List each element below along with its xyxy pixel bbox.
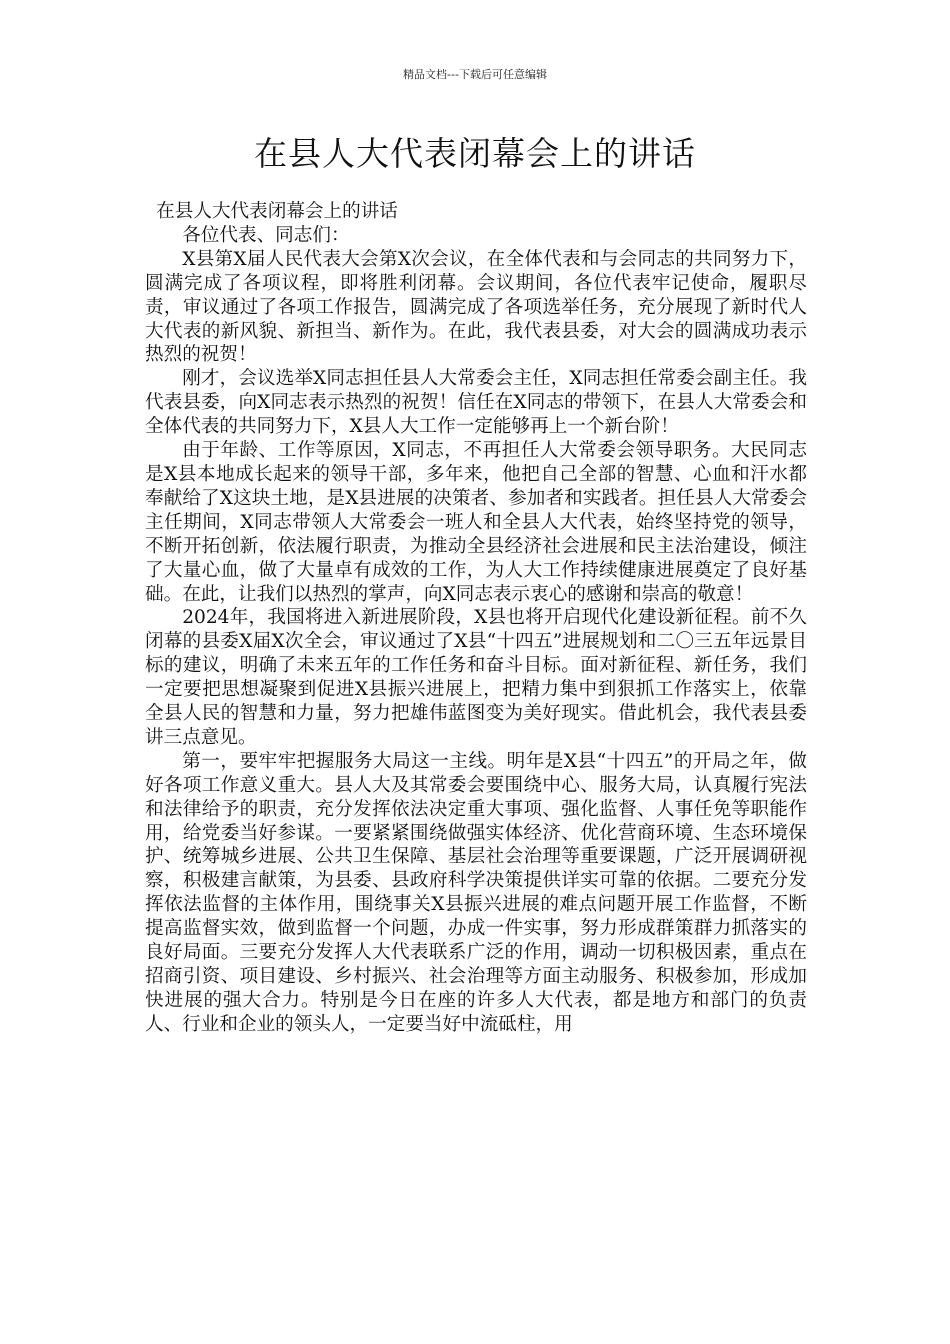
document-body [145,200,807,1037]
body-subtitle: 在县人大代表闭幕会上的讲话 [156,201,398,222]
header-note: 精品文档---下载后可任意编辑 [403,68,547,81]
paragraph: 刚才，会议选举X同志担任县人大常委会主任，X同志担任常委会副主任。我代表县委，向X同志表示热烈的祝贺！信任在X同志的带领下，在县人大常委会和全体代表的共同努力下，X县人大工作一定能够再上一个新台阶！ [145,368,807,438]
salutation: 各位代表、同志们： [182,224,350,246]
paragraph: 由于年龄、工作等原因，X同志，不再担任人大常委会领导职务。大民同志是X县本地成长起来的领导干部，多年来，他把自己全部的智慧、心血和汗水都奉献给了X这块土地，是X县进展的决策者、参加者和实践者。担任县人大常委会主任期间，X同志带领人大常委会一班人和全县人大代表，始终坚持党的领导，不断开拓创新，依法履行职责，为推动全县经济社会进展和民主法治建设，倾注了大量心血，做了大量卓有成效的工作，为人大工作持续健康进展奠定了良好基础。在此，让我们以热烈的掌声，向X同志表示衷心的感谢和崇高的敬意！ [145,440,807,605]
paragraph: 2024年，我国将进入新进展阶段，X县也将开启现代化建设新征程。前不久闭幕的县委X届X次全会，审议通过了X县“十四五”进展规划和二〇三五年远景目标的建议，明确了未来五年的工作任务和奋斗目标。面对新征程、新任务，我们一定要把思想凝聚到促进X县振兴进展上，把精力集中到狠抓工作落实上，依靠全县人民的智慧和力量，努力把雄伟蓝图变为美好现实。借此机会，我代表县委讲三点意见。 [145,607,807,748]
document-title: 在县人大代表闭幕会上的讲话 [254,134,696,173]
paragraph: X县第X届人民代表大会第X次会议，在全体代表和与会同志的共同努力下，圆满完成了各项议程，即将胜利闭幕。会议期间，各位代表牢记使命，履职尽责，审议通过了各项工作报告，圆满完成了各项选举任务，充分展现了新时代人大代表的新风貌、新担当、新作为。在此，我代表县委，对大会的圆满成功表示热烈的祝贺！ [145,248,807,366]
paragraph: 第一，要牢牢把握服务大局这一主线。明年是X县“十四五”的开局之年，做好各项工作意义重大。县人大及其常委会要围绕中心、服务大局，认真履行宪法和法律给予的职责，充分发挥依法决定重大事项、强化监督、人事任免等职能作用，给党委当好参谋。一要紧紧围绕做强实体经济、优化营商环境、生态环境保护、统筹城乡进展、公共卫生保障、基层社会治理等重要课题，广泛开展调研视察，积极建言献策，为县委、县政府科学决策提供详实可靠的依据。二要充分发挥依法监督的主体作用，围绕事关X县振兴进展的难点问题开展工作监督，不断提高监督实效，做到监督一个问题，办成一件实事，努力形成群策群力抓落实的良好局面。三要充分发挥人大代表联系广泛的作用，调动一切积极因素，重点在招商引资、项目建设、乡村振兴、社会治理等方面主动服务、积极参加，形成加快进展的强大合力。特别是今日在座的许多人大代表，都是地方和部门的负责人、行业和企业的领头人，一定要当好中流砥柱，用 [145,750,807,1035]
